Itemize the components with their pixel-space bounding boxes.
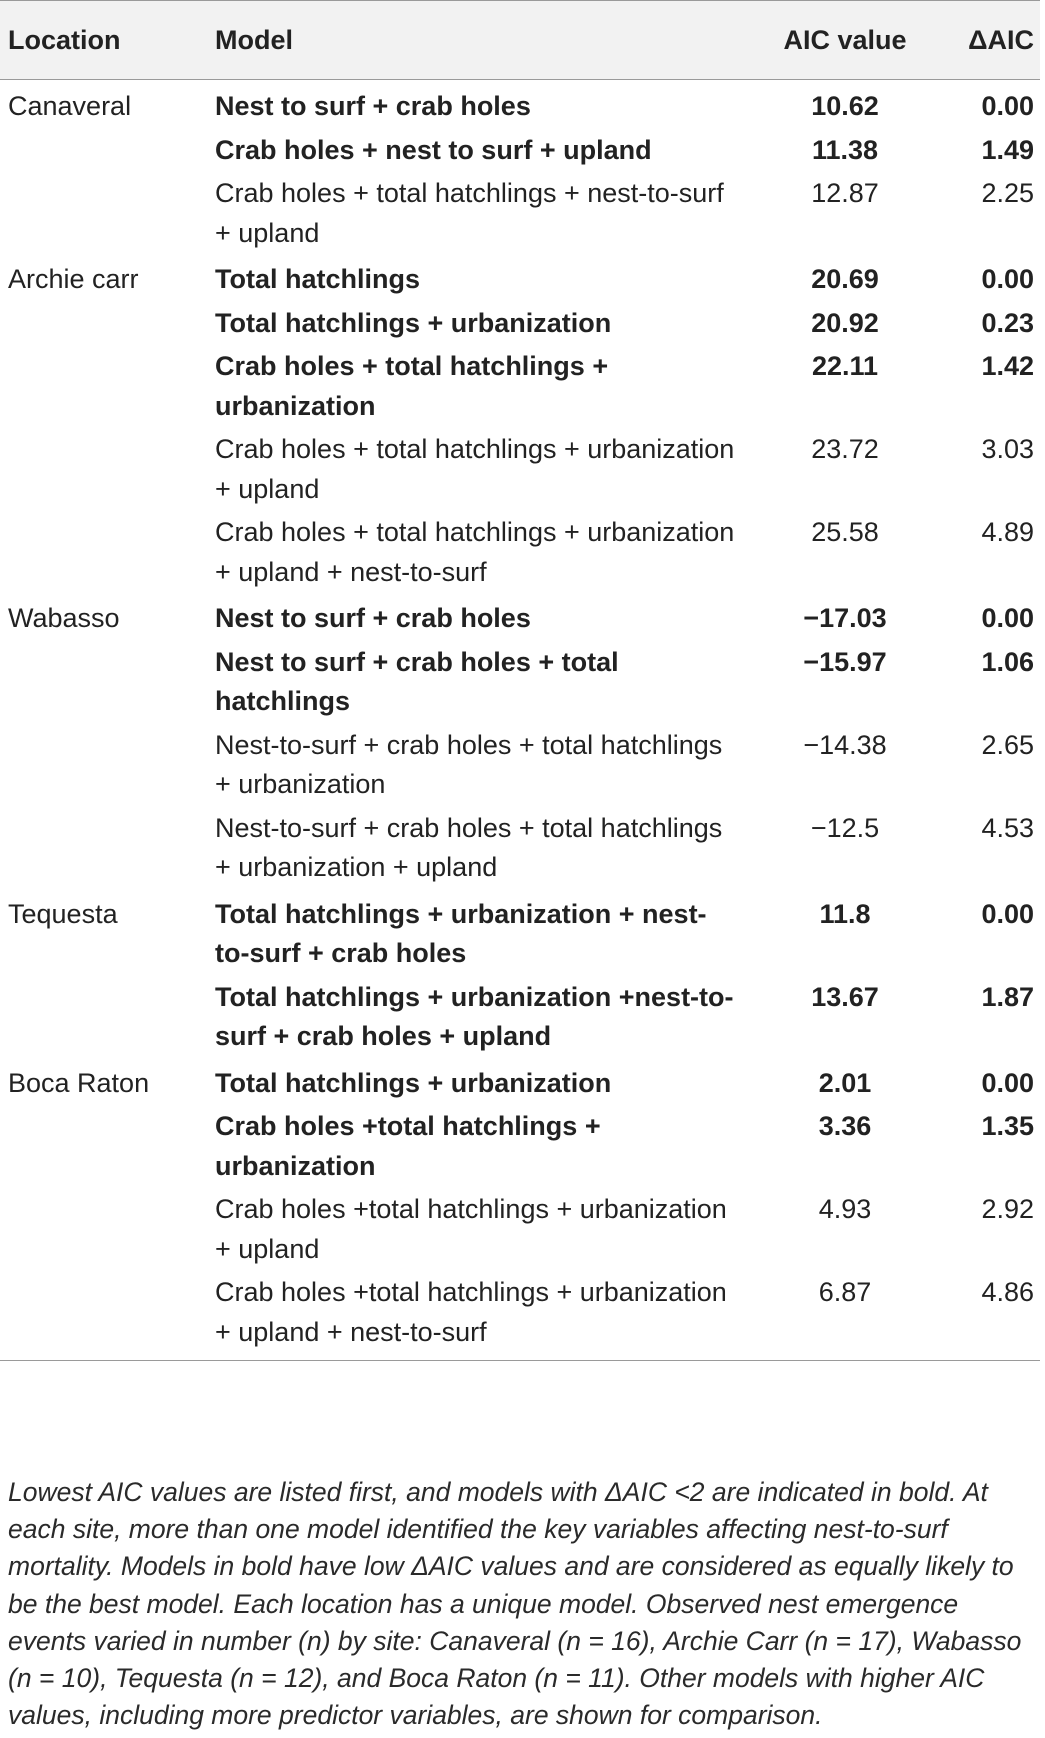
cell-delta-aic: 1.35 xyxy=(981,1111,1034,1141)
cell-delta-aic: 1.87 xyxy=(981,981,1034,1012)
cell-model: Crab holes + total hatchlings + urbanization + upland xyxy=(215,434,735,504)
cell-aic-value: 11.38 xyxy=(811,134,879,165)
cell-aic-value: 25.58 xyxy=(811,517,879,547)
table-row xyxy=(0,722,1040,805)
cell-location: Wabasso xyxy=(8,603,120,633)
cell-model: Total hatchlings + urbanization +nest-to-surf + crab holes + upland xyxy=(215,981,734,1051)
cell-delta-aic: 4.89 xyxy=(981,517,1034,547)
cell-delta-aic: 1.42 xyxy=(981,351,1034,381)
cell-delta-aic: 4.53 xyxy=(981,812,1034,843)
cell-aic-value: 20.92 xyxy=(811,307,879,338)
table-caption: Lowest AIC values are listed first, and models with ΔAIC <2 are indicated in bold. At each site, more than one model identified the key variables affecting nest-to-surf mortality. Models in bold have low ΔAIC values and are considered as equally likely to be the best model. Each location has a unique model. Observed nest emergence events varied in number (n) by site: Canaveral (n = 16), Archie Carr (n = 17), Wabasso (n = 10), Tequesta (n = 12), and Boca Raton (n = 11). Other models with higher AIC values, including more predictor variables, are shown for comparison. xyxy=(8,1477,1022,1731)
cell-aic-value: 10.62 xyxy=(811,91,879,121)
cell-model: Crab holes + total hatchlings + urbanization xyxy=(215,351,609,421)
cell-location xyxy=(0,426,215,509)
table-header xyxy=(0,1,1040,80)
header-row xyxy=(0,1,1040,80)
cell-model: Total hatchlings + urbanization + nest-to-surf + crab holes xyxy=(215,898,707,968)
cell-aic-value: −15.97 xyxy=(803,646,887,677)
cell-aic-value: 12.87 xyxy=(811,178,879,208)
cell-aic-value: 3.36 xyxy=(818,1111,872,1141)
table-row xyxy=(0,974,1040,1057)
cell-delta-aic: 4.86 xyxy=(930,1269,1040,1361)
cell-model: Nest to surf + crab holes + total hatchlings xyxy=(215,646,619,716)
cell-location: Archie carr xyxy=(8,264,139,294)
cell-aic-value: 6.87 xyxy=(760,1269,930,1361)
header-model: Model xyxy=(215,1,760,80)
cell-model: Crab holes +total hatchlings + urbanization xyxy=(215,1111,601,1181)
table-row xyxy=(0,509,1040,592)
cell-location xyxy=(0,805,215,888)
header-aic-value: AIC value xyxy=(760,1,930,80)
table-row xyxy=(0,805,1040,888)
cell-location xyxy=(0,722,215,805)
cell-model: Total hatchlings + urbanization xyxy=(215,307,612,338)
cell-model: Crab holes + total hatchlings + nest-to-surf + upland xyxy=(215,178,724,248)
cell-model: Total hatchlings + urbanization xyxy=(215,1067,612,1098)
table-row xyxy=(0,592,1040,639)
cell-location xyxy=(0,509,215,592)
cell-delta-aic: 0.00 xyxy=(981,91,1034,121)
cell-location xyxy=(0,1269,215,1361)
table-row xyxy=(0,300,1040,344)
cell-model: Crab holes + total hatchlings + urbanization + upland + nest-to-surf xyxy=(215,517,735,587)
cell-location: Tequesta xyxy=(8,898,118,929)
header-delta-aic: ΔAIC xyxy=(930,1,1040,80)
table-row xyxy=(0,170,1040,253)
cell-model: Crab holes + nest to surf + upland xyxy=(215,134,652,165)
table-body xyxy=(0,80,1040,1361)
cell-location xyxy=(0,300,215,344)
header-location: Location xyxy=(0,1,215,80)
cell-aic-value: 11.8 xyxy=(819,898,871,929)
cell-delta-aic: 3.03 xyxy=(981,434,1034,464)
cell-delta-aic: 0.00 xyxy=(981,898,1034,929)
cell-delta-aic: 2.92 xyxy=(981,1194,1034,1224)
cell-delta-aic: 2.25 xyxy=(981,178,1034,208)
cell-delta-aic: 0.00 xyxy=(981,603,1034,633)
cell-delta-aic: 0.00 xyxy=(981,264,1034,294)
cell-model: Nest to surf + crab holes xyxy=(215,91,531,121)
cell-aic-value: 23.72 xyxy=(811,434,879,464)
cell-model: Nest-to-surf + crab holes + total hatchlings + urbanization xyxy=(215,729,723,799)
cell-delta-aic: 1.06 xyxy=(981,646,1034,677)
table-row xyxy=(0,127,1040,171)
cell-aic-value: −14.38 xyxy=(803,729,887,760)
table-row xyxy=(0,343,1040,426)
cell-aic-value: 2.01 xyxy=(818,1067,872,1098)
cell-location xyxy=(0,639,215,722)
cell-location xyxy=(0,1103,215,1186)
cell-location xyxy=(0,170,215,253)
table-row xyxy=(0,888,1040,974)
cell-aic-value: −12.5 xyxy=(810,812,880,843)
cell-model: Crab holes +total hatchlings + urbanization + upland + nest-to-surf xyxy=(215,1269,760,1361)
cell-location xyxy=(0,127,215,171)
table-row xyxy=(0,253,1040,300)
cell-aic-value: 13.67 xyxy=(811,981,879,1012)
table-row xyxy=(0,1057,1040,1104)
cell-location: Boca Raton xyxy=(8,1067,150,1098)
cell-aic-value: 22.11 xyxy=(811,351,879,381)
cell-delta-aic: 0.23 xyxy=(981,307,1034,338)
table-row xyxy=(0,1186,1040,1269)
cell-delta-aic: 2.65 xyxy=(981,729,1034,760)
cell-location xyxy=(0,974,215,1057)
cell-location: Canaveral xyxy=(8,91,132,121)
table-row xyxy=(0,426,1040,509)
table-row xyxy=(0,80,1040,127)
cell-delta-aic: 1.49 xyxy=(981,134,1034,165)
cell-location xyxy=(0,343,215,426)
cell-model: Nest-to-surf + crab holes + total hatchlings + urbanization + upland xyxy=(215,812,723,882)
table-row xyxy=(0,639,1040,722)
cell-aic-value: −17.03 xyxy=(803,603,887,633)
cell-aic-value: 20.69 xyxy=(811,264,879,294)
cell-model: Total hatchlings xyxy=(215,264,421,294)
table-row xyxy=(0,1103,1040,1186)
table-row xyxy=(0,1269,1040,1361)
cell-aic-value: 4.93 xyxy=(818,1194,872,1224)
cell-delta-aic: 0.00 xyxy=(981,1067,1034,1098)
cell-model: Nest to surf + crab holes xyxy=(215,603,531,633)
cell-model: Crab holes +total hatchlings + urbanization + upland xyxy=(215,1194,727,1264)
cell-location xyxy=(0,1186,215,1269)
